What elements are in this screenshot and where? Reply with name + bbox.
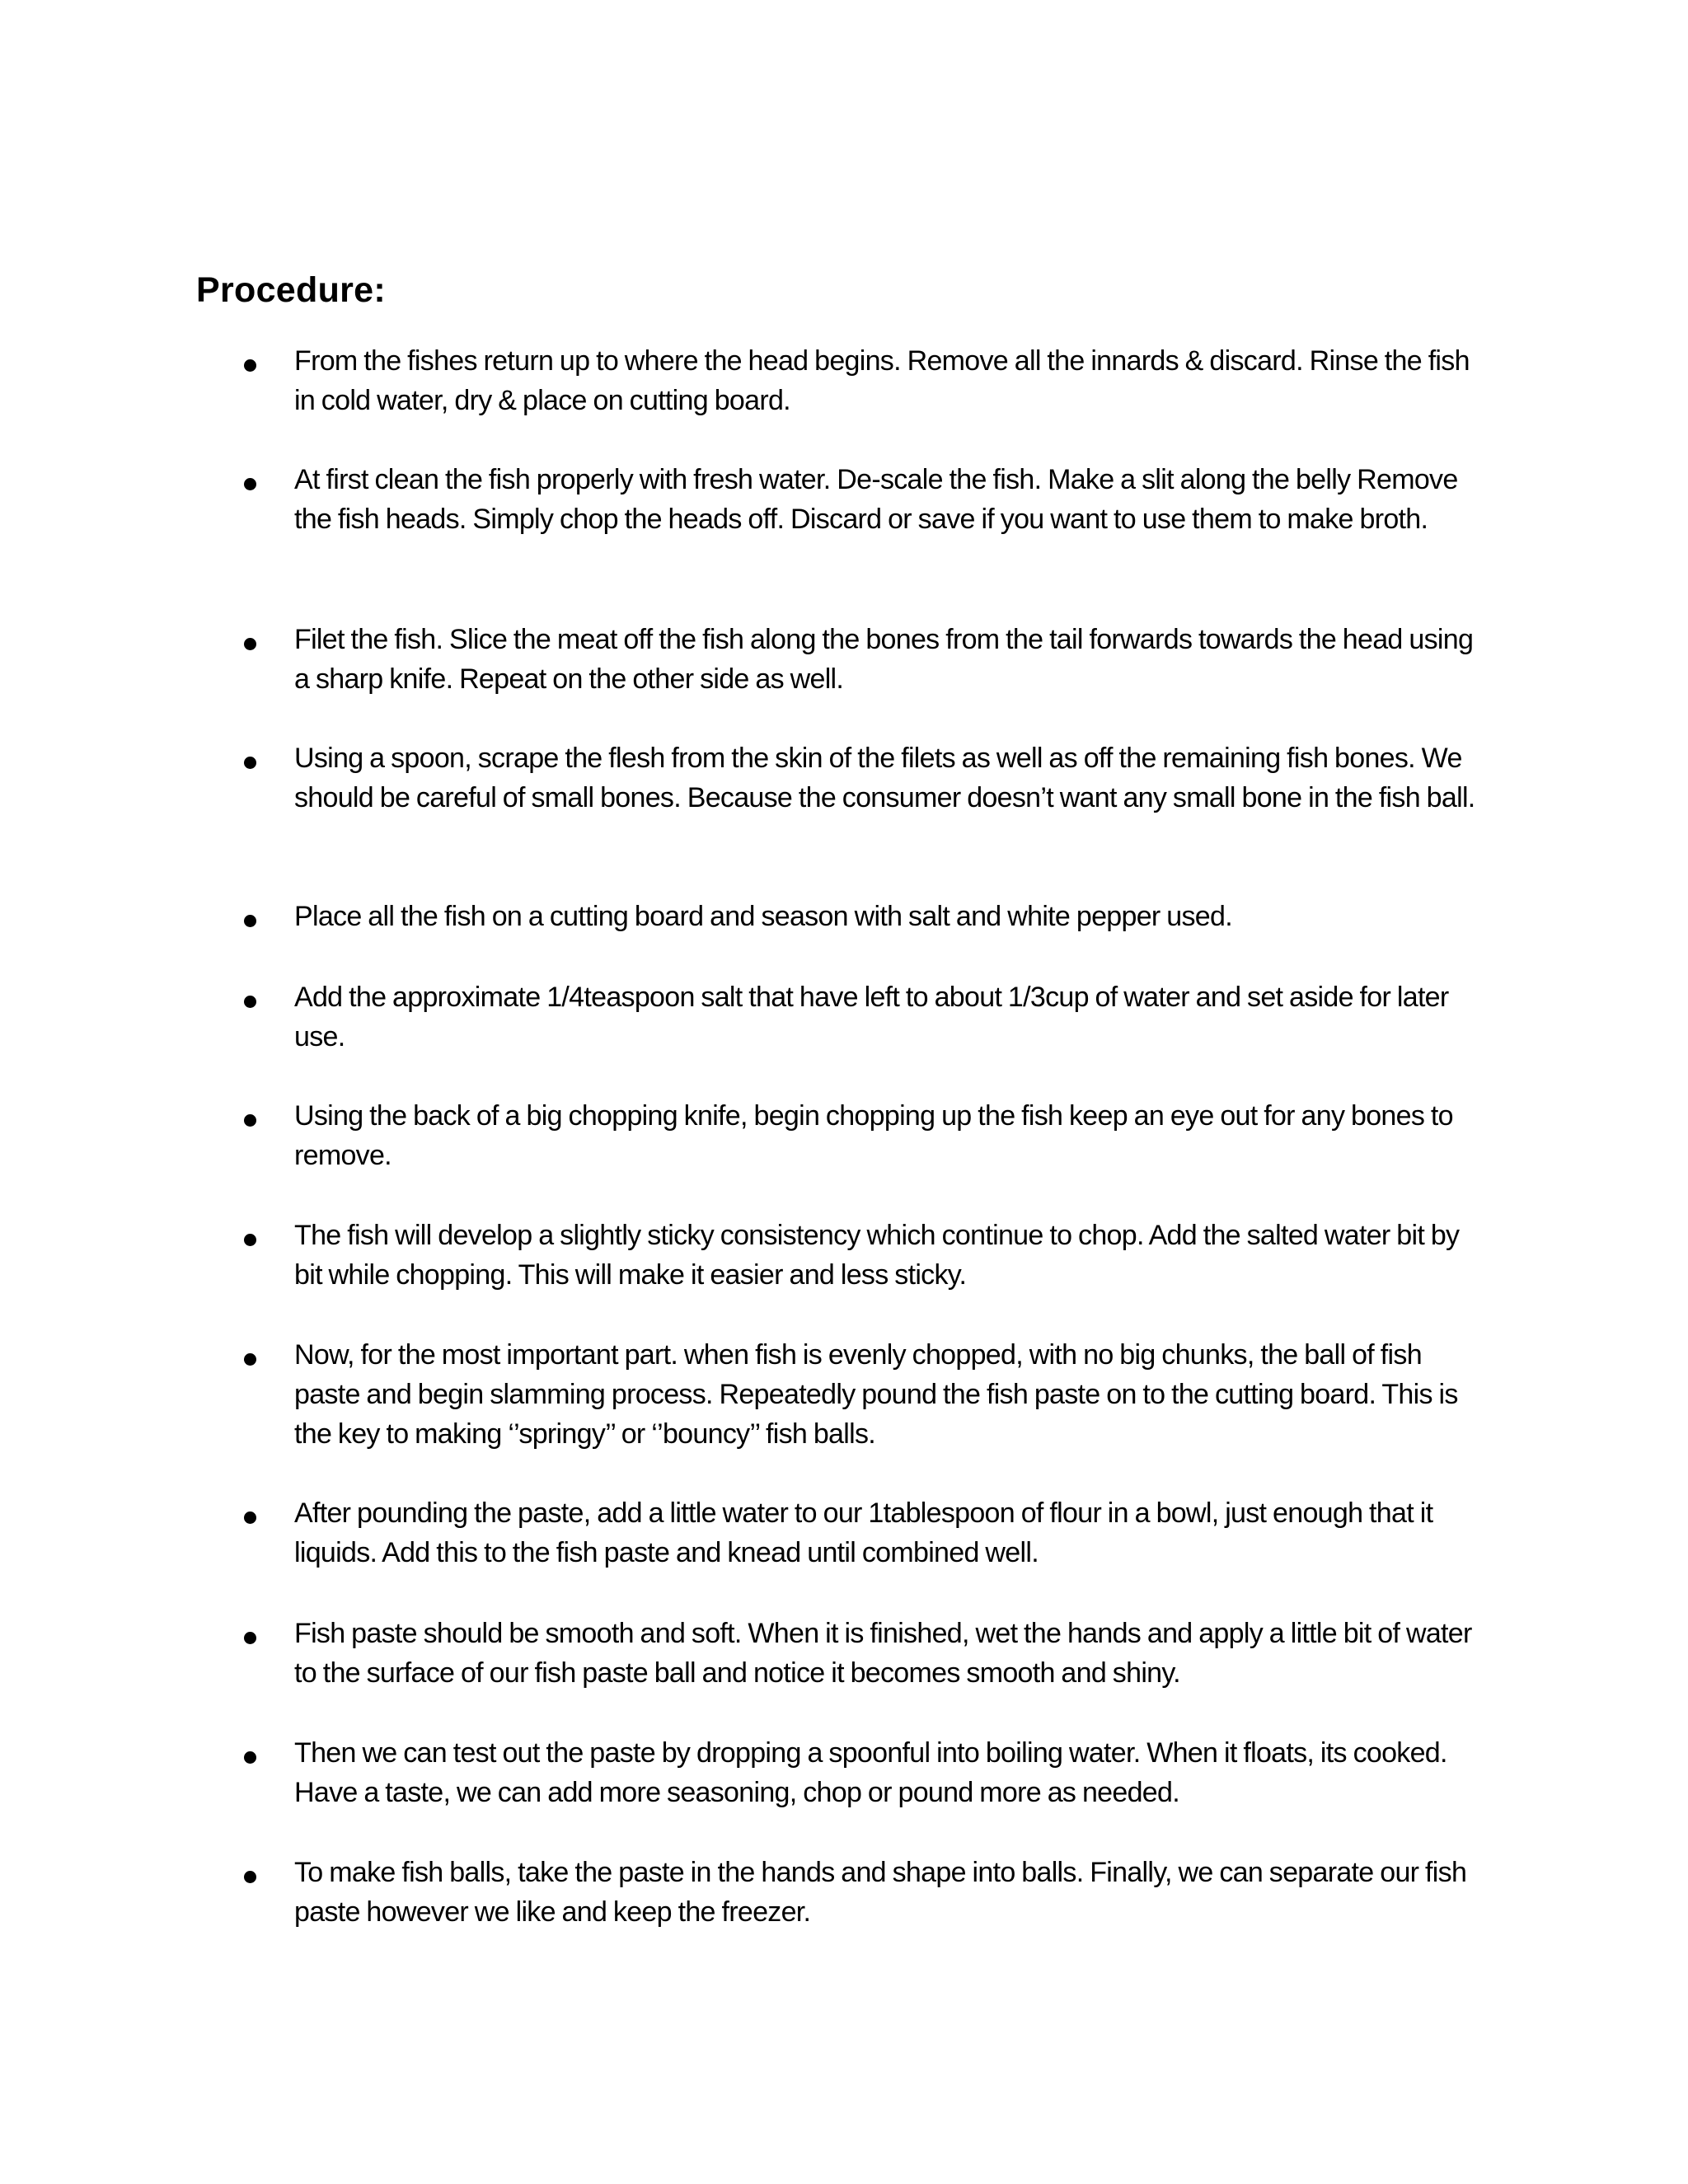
bullet-icon [244,1511,256,1524]
bullet-icon [244,1114,256,1127]
step-text: Then we can test out the paste by dropping a spoonful into boiling water. When it floats, its cooked. Have a taste, we can add more seasoning, chop or pound more as needed. [294,1737,1447,1808]
step-text: Now, for the most important part. when fish is evenly chopped, with no big chunks, the ball of fish paste and begin slamming process. Repeatedly pound the fish paste on to the cutting board. This is the key to making ‘’springy’’ or ‘’bouncy’’ fish balls. [294,1339,1458,1450]
bullet-icon [244,1234,256,1246]
bullet-icon [244,478,256,490]
bullet-icon [244,359,256,372]
bullet-icon [244,638,256,650]
step-text: The fish will develop a slightly sticky consistency which continue to chop. Add the salted water bit by bit while chopping. This will make it easier and less sticky. [294,1220,1460,1291]
bullet-icon [244,1632,256,1644]
procedure-heading: Procedure: [196,270,387,310]
step-text: At first clean the fish properly with fresh water. De-scale the fish. Make a slit along the belly Remove the fish heads. Simply chop the heads off. Discard or save if you want to use them to make broth. [294,464,1458,535]
step-text: To make fish balls, take the paste in the hands and shape into balls. Finally, we can separate our fish paste however we like and keep the freezer. [294,1857,1467,1928]
step-text: Add the approximate 1/4teaspoon salt that have left to about 1/3cup of water and set aside for later use. [294,982,1449,1052]
step-text: Filet the fish. Slice the meat off the fish along the bones from the tail forwards towards the head using a sharp knife. Repeat on the other side as well. [294,624,1474,695]
step-text: Fish paste should be smooth and soft. When it is finished, wet the hands and apply a little bit of water to the surface of our fish paste ball and notice it becomes smooth and shiny. [294,1618,1472,1689]
step-text: Place all the fish on a cutting board and season with salt and white pepper used. [294,901,1232,932]
step-text: Using the back of a big chopping knife, begin chopping up the fish keep an eye out for any bones to remove. [294,1100,1453,1171]
bullet-icon [244,996,256,1008]
bullet-icon [244,1871,256,1883]
bullet-icon [244,757,256,769]
bullet-icon [244,1751,256,1764]
bullet-icon [244,1353,256,1366]
bullet-icon [244,915,256,927]
step-text: After pounding the paste, add a little water to our 1tablespoon of flour in a bowl, just enough that it liquids. Add this to the fish paste and knead until combined well. [294,1497,1433,1568]
step-text: From the fishes return up to where the head begins. Remove all the innards & discard. Rinse the fish in cold water, dry & place on cutting board. [294,345,1470,416]
step-text: Using a spoon, scrape the flesh from the skin of the filets as well as off the remaining fish bones. We should be careful of small bones. Because the consumer doesn’t want any small bone in the fish ball. [294,743,1475,813]
